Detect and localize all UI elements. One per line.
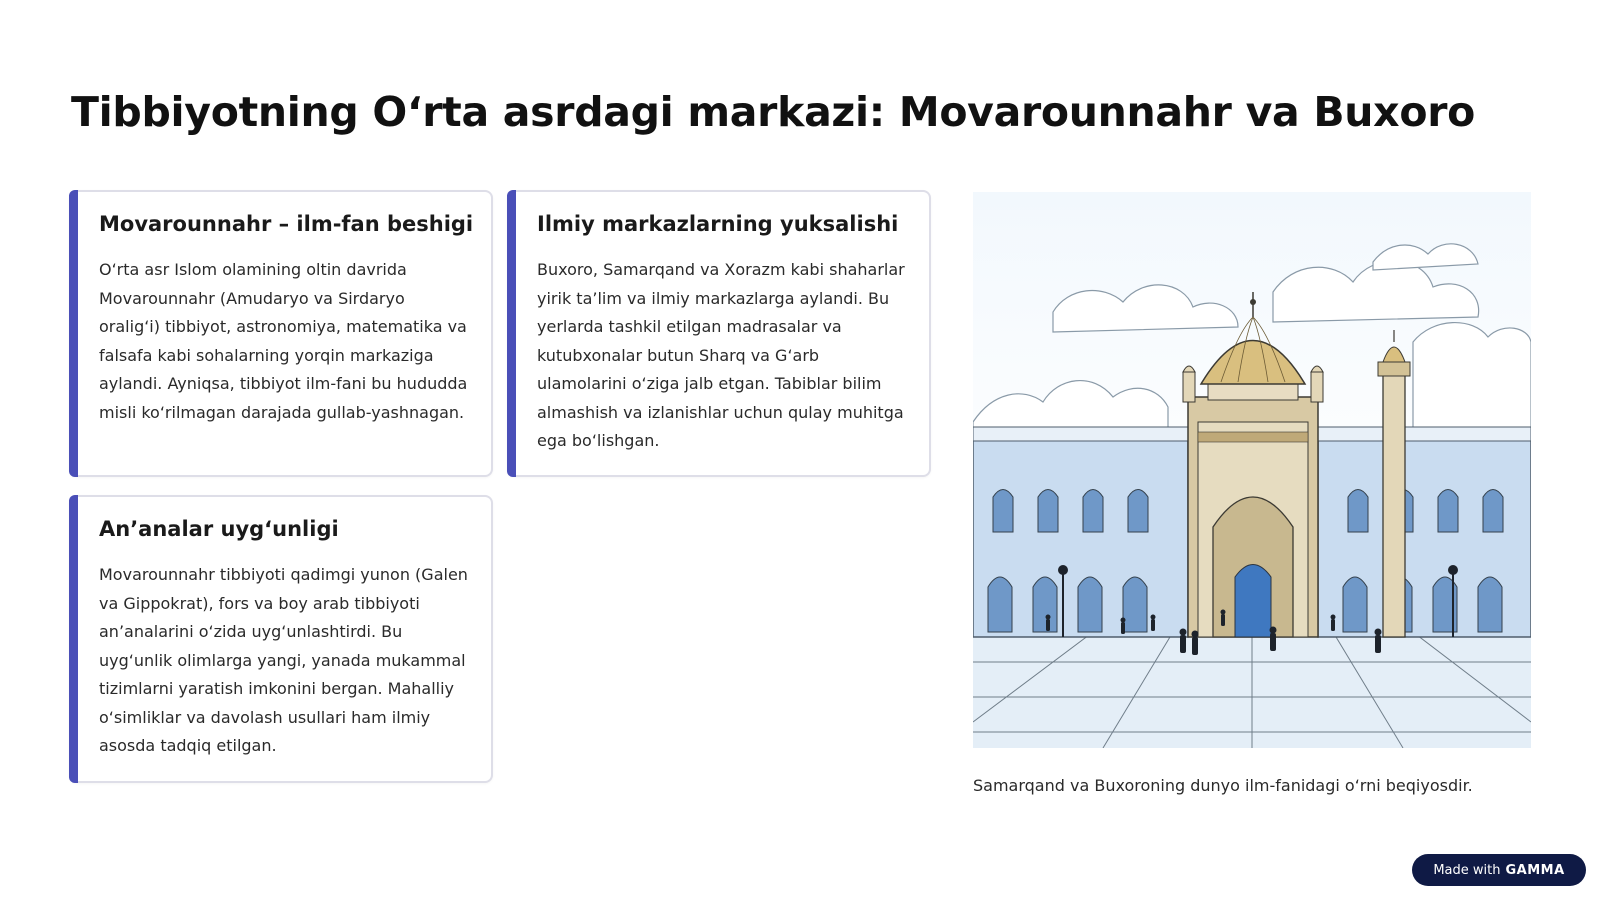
info-card-ilmiy-markazlar (507, 190, 931, 477)
card-text: O‘rta asr Islom olamining oltin davrida Movarounnahr (Amudaryo va Sirdaryo oralig‘i) tibbiyot, astronomiya, matematika va falsafa kabi sohalarning yorqin markaziga aylandi. Ayniqsa, tibbiyot ilm-fani bu hududda misli ko‘rilmagan darajada gullab-yashnagan. (99, 260, 468, 422)
made-with-gamma-badge[interactable] (1412, 854, 1586, 886)
card-text: Buxoro, Samarqand va Xorazm kabi shaharlar yirik ta’lim va ilmiy markazlarga aylandi. Bu yerlarda tashkil etilgan madrasalar va kutubxonalar butun Sharq va G‘arb ulamolarini o‘ziga jalb etgan. Tabiblar bilim almashish va izlanishlar uchun qulay muhitga ega bo‘lishgan. (537, 260, 905, 450)
portal (1188, 397, 1318, 637)
minaret (1378, 330, 1410, 637)
card-title: An’analar uyg‘unligi (99, 517, 339, 541)
madrasa-drawing (973, 192, 1531, 748)
slide-title: Tibbiyotning O‘rta asrdagi markazi: Movarounnahr va Buxoro (71, 88, 1475, 136)
card-text: Movarounnahr tibbiyoti qadimgi yunon (Galen va Gippokrat), fors va boy arab tibbiyoti an’analarini o‘zida uyg‘unlashtirdi. Bu uyg‘unlik olimlarga yangi, yanada mukammal tizimlarni yaratish imkonini bergan. Mahalliy o‘simliklar va davolash usullari ham ilmiy asosda tadqiq etilgan. (99, 565, 468, 755)
madrasa-illustration (973, 192, 1531, 748)
card-title: Movarounnahr – ilm-fan beshigi (99, 212, 474, 236)
info-card-ananalar (69, 495, 493, 783)
gamma-logo: GAMMA (1505, 862, 1565, 878)
image-caption: Samarqand va Buxoroning dunyo ilm-fanidagi o‘rni beqiyosdir. (973, 776, 1473, 795)
card-title: Ilmiy markazlarning yuksalishi (537, 212, 899, 236)
info-card-movarounnahr (69, 190, 493, 477)
badge-prefix: Made with (1433, 862, 1501, 878)
